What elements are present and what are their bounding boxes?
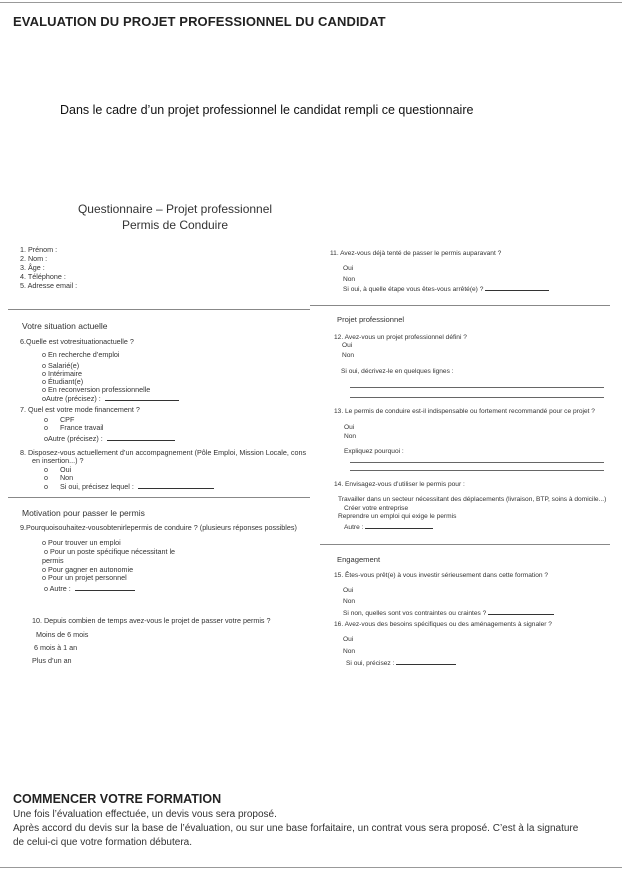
q8-label: 8. Disposez-vous actuellement d’un accompagnement (Pôle Emploi, Mission Locale, cons <box>20 448 307 457</box>
q11-etape-label: Si oui, à quelle étape vous êtes-vous arrêté(e) ? <box>343 286 484 293</box>
q10-label: 10. Depuis combien de temps avez-vous le projet de passer votre permis ? <box>32 616 271 625</box>
q10-option-6-12[interactable]: 6 mois à 1 an <box>34 643 78 652</box>
q15-label: 15. Êtes-vous prêt(e) à vous investir sérieusement dans cette formation ? <box>334 572 549 579</box>
q16-label: 16. Avez-vous des besoins spécifiques ou des aménagements à signaler ? <box>334 621 552 628</box>
q15-option-oui[interactable]: Oui <box>343 587 354 594</box>
left-separator-1 <box>8 309 310 310</box>
q9-option-autonomie[interactable]: o Pour gagner en autonomie <box>42 565 134 574</box>
right-separator-1 <box>310 305 610 306</box>
q6-option-reconversion[interactable]: o En reconversion professionnelle <box>42 385 151 394</box>
identity-prenom: 1. Prénom : <box>20 245 58 254</box>
q15-contraintes-blank[interactable] <box>488 607 554 615</box>
projet-section-title: Projet professionnel <box>337 315 405 324</box>
q13-answer-line-2[interactable] <box>350 470 604 471</box>
q12-answer-line-1[interactable] <box>350 387 604 388</box>
q8-option-non[interactable]: o Non <box>44 473 74 482</box>
q14-option-autre[interactable] <box>344 521 433 532</box>
q12-label: 12. Avez-vous un projet professionnel défini ? <box>334 334 467 341</box>
q12-option-oui[interactable]: Oui <box>342 342 353 349</box>
q6-label: 6.Quelle est votresituationactuelle ? <box>20 337 134 346</box>
q14-option-entreprise[interactable]: Créer votre entreprise <box>344 505 409 512</box>
q6-option-autre[interactable] <box>42 393 179 403</box>
q9-option-emploi[interactable]: o Pour trouver un emploi <box>42 538 121 547</box>
questionnaire-subtitle: Permis de Conduire <box>121 218 229 232</box>
q7-option-autre[interactable] <box>44 433 175 443</box>
q16-option-precisez[interactable] <box>346 657 456 668</box>
q16-precisez-blank[interactable] <box>396 657 456 665</box>
motivation-section-title: Motivation pour passer le permis <box>22 508 145 518</box>
q13-option-non[interactable]: Non <box>344 433 357 440</box>
identity-nom: 2. Nom : <box>20 254 48 263</box>
q8-option-oui[interactable]: o Oui <box>44 465 72 474</box>
q11-option-etape[interactable] <box>343 283 549 294</box>
q11-label: 11. Avez-vous déjà tenté de passer le permis auparavant ? <box>330 250 502 257</box>
left-separator-2 <box>8 497 310 498</box>
footer-line-1: Une fois l’évaluation effectuée, un devis vous sera proposé. <box>13 809 277 820</box>
q9-autre-blank[interactable] <box>75 583 135 591</box>
top-border <box>0 2 622 3</box>
q15-option-contraintes[interactable] <box>343 607 554 618</box>
q8-label-continued: en insertion...) ? <box>32 456 84 465</box>
q9-label: 9.Pourquoisouhaitez-vousobtenirlepermis de conduire ? (plusieurs réponses possibles) <box>20 523 297 532</box>
q9-option-projet-perso[interactable]: o Pour un projet personnel <box>42 573 127 582</box>
q7-option-cpf[interactable]: o CPF <box>44 415 75 424</box>
q6-option-etudiant[interactable]: o Étudiant(e) <box>42 377 84 386</box>
bottom-border <box>0 867 622 868</box>
q15-contraintes-label: Si non, quelles sont vos contraintes ou craintes ? <box>343 610 487 617</box>
q7-option-france-travail[interactable]: o France travail <box>44 423 104 432</box>
q13-label: 13. Le permis de conduire est-il indispensable ou fortement recommandé pour ce projet ? <box>334 408 595 415</box>
q6-option-salarie[interactable]: o Salarié(e) <box>42 361 80 370</box>
q7-autre-label: oAutre (précisez) : <box>44 434 103 443</box>
q15-option-non[interactable]: Non <box>343 598 356 605</box>
q6-autre-blank[interactable] <box>105 393 179 401</box>
identity-telephone: 4. Téléphone : <box>20 272 66 281</box>
q8-precisez-blank[interactable] <box>138 481 214 489</box>
q11-option-oui[interactable]: Oui <box>343 265 354 272</box>
situation-section-title: Votre situation actuelle <box>22 321 108 331</box>
q11-etape-blank[interactable] <box>485 283 549 291</box>
q10-option-plus-1[interactable]: Plus d’un an <box>32 656 72 665</box>
identity-email: 5. Adresse email : <box>20 281 78 290</box>
q16-precisez-label: Si oui, précisez : <box>346 660 395 667</box>
intro-text: Dans le cadre d’un projet professionnel le candidat rempli ce questionnaire <box>60 103 474 117</box>
identity-age: 3. Âge : <box>20 263 45 272</box>
q9-option-poste-specifique[interactable]: o Pour un poste spécifique nécessitant le <box>44 547 176 556</box>
q9-option-poste-specifique-cont: permis <box>42 556 64 565</box>
q16-option-oui[interactable]: Oui <box>343 636 354 643</box>
q14-option-deplacements[interactable]: Travailler dans un secteur nécessitant des déplacements (livraison, BTP, soins à domicile...) <box>338 496 607 503</box>
q6-option-recherche[interactable]: o En recherche d’emploi <box>42 350 120 359</box>
footer-line-2: Après accord du devis sur la base de l’évaluation, ou sur une base forfaitaire, un contrat vous sera proposé. C’est à la signature <box>13 823 579 834</box>
engagement-section-title: Engagement <box>337 555 381 564</box>
q6-autre-label: oAutre (précisez) : <box>42 394 101 403</box>
q14-option-reprendre[interactable]: Reprendre un emploi qui exige le permis <box>338 513 457 520</box>
q12-detail-label: Si oui, décrivez-le en quelques lignes : <box>341 368 454 375</box>
q14-autre-blank[interactable] <box>365 521 433 529</box>
q13-detail-label: Expliquez pourquoi : <box>344 448 404 455</box>
q7-label: 7. Quel est votre mode financement ? <box>20 405 140 414</box>
q12-option-non[interactable]: Non <box>342 352 355 359</box>
q14-label: 14. Envisagez-vous d’utiliser le permis pour : <box>334 481 465 488</box>
q16-option-non[interactable]: Non <box>343 648 356 655</box>
q8-option-precisez[interactable] <box>44 481 214 491</box>
q10-option-moins-6[interactable]: Moins de 6 mois <box>36 630 89 639</box>
q14-autre-label: Autre : <box>344 524 364 531</box>
q7-autre-blank[interactable] <box>107 433 175 441</box>
q13-option-oui[interactable]: Oui <box>344 424 355 431</box>
q13-answer-line-1[interactable] <box>350 462 604 463</box>
q9-autre-label: o Autre : <box>44 584 71 593</box>
q9-option-autre[interactable] <box>44 583 135 593</box>
questionnaire-title: Questionnaire – Projet professionnel <box>77 202 273 216</box>
footer-title: COMMENCER VOTRE FORMATION <box>13 792 222 806</box>
q6-option-interimaire[interactable]: o Intérimaire <box>42 369 82 378</box>
q12-answer-line-2[interactable] <box>350 397 604 398</box>
footer-line-3: de celui-ci que votre formation débutera. <box>13 837 192 848</box>
right-separator-2 <box>320 544 610 545</box>
q8-precisez-label: o Si oui, précisez lequel : <box>44 482 134 491</box>
page-title: EVALUATION DU PROJET PROFESSIONNEL DU CANDIDAT <box>13 14 386 29</box>
q11-option-non[interactable]: Non <box>343 276 356 283</box>
